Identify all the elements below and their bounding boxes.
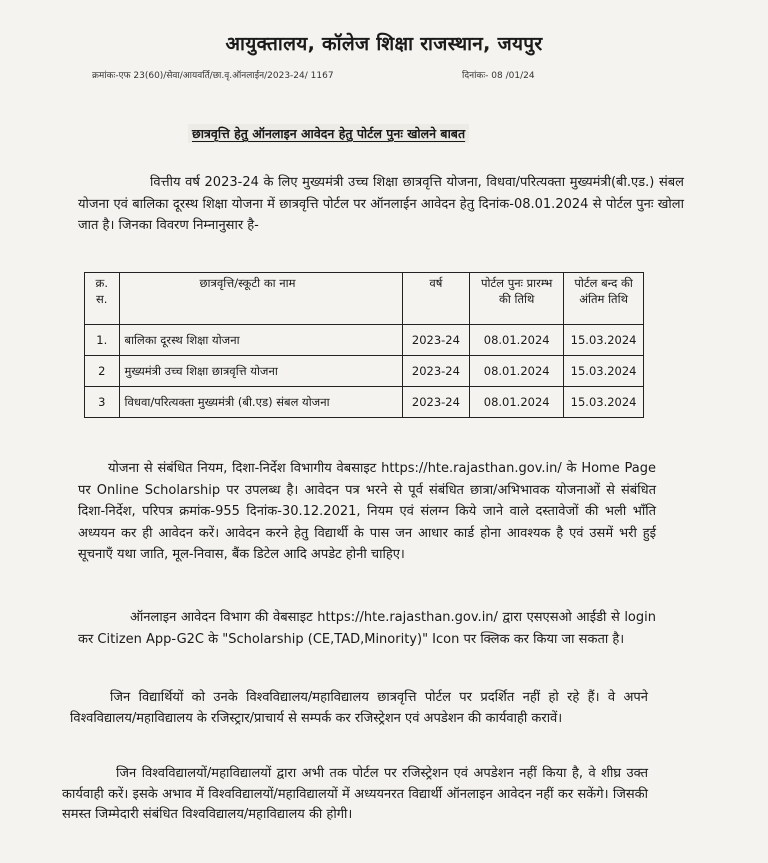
- cell-close-date: 15.03.2024: [564, 325, 644, 356]
- cell-open-date: 08.01.2024: [470, 387, 564, 418]
- subject-line: छात्रवृत्ति हेतु ऑनलाइन आवेदन हेतु पोर्टल पुनः खोलने बाबत: [188, 124, 469, 143]
- reference-date: दिनांकः- 08 /01/24: [462, 71, 535, 81]
- table-row: [85, 387, 644, 418]
- cell-scheme-name: मुख्यमंत्री उच्च शिक्षा छात्रवृत्ति योजना: [119, 356, 402, 387]
- cell-close-date: 15.03.2024: [564, 356, 644, 387]
- guidelines-paragraph: योजना से संबंधित नियम, दिशा-निर्देश विभागीय वेबसाइट https://hte.rajasthan.gov.in/ के Home Page पर Online Scholarship पर उपलब्ध है। आवेदन पत्र भरने से पूर्व संबंधित छात्रा/अभिभावक योजनाओं से संबंधित दिशा-निर्देश, परिपत्र क्रमांक-955 दिनांक-30.12.2021, नियम एवं संलग्न किये जाने वाले दस्तावेजों की भली भाँति अध्ययन कर ही आवेदन करें। आवेदन करने हेतु विद्यार्थी के पास जन आधार कार्ड होना आवश्यक है एवं उसमें भरी हुई सूचनाएँ यथा जाति, मूल-निवास, बैंक डिटेल आदि अपडेट होनी चाहिए।: [78, 461, 656, 562]
- cell-open-date: 08.01.2024: [470, 325, 564, 356]
- office-title: आयुक्तालय, कॉलेज शिक्षा राजस्थान, जयपुर: [225, 33, 543, 55]
- scholarship-table: [84, 272, 644, 418]
- cell-scheme-name: बालिका दूरस्थ शिक्षा योजना: [119, 325, 402, 356]
- intro-paragraph: वित्तीय वर्ष 2023-24 के लिए मुख्यमंत्री उच्च शिक्षा छात्रवृत्ति योजना, विधवा/परित्यक्ता मुख्यमंत्री(बी.एड.) संबल योजना एवं बालिका दूरस्थ शिक्षा योजना में छात्रवृत्ति पोर्टल पर ऑनलाईन आवेदन हेतु दिनांक-08.01.2024 से पोर्टल पुनः खोला जात है। जिनका विवरण निम्नानुसार है-: [78, 175, 684, 233]
- header-close-date: पोर्टल बन्द की अंतिम तिथि: [564, 273, 644, 325]
- table-row: [85, 356, 644, 387]
- reference-number: क्रमांकः-एफ 23(60)/सेवा/आयवर्ति/छा.वृ.ऑनलाईन/2023-24/ 1167: [92, 71, 334, 81]
- cell-open-date: 08.01.2024: [470, 356, 564, 387]
- institution-display-paragraph: जिन विद्यार्थियों को उनके विश्वविद्यालय/महाविद्यालय छात्रवृत्ति पोर्टल पर प्रदर्शित नहीं हो रहे हैं। वे अपने विश्वविद्यालय/महाविद्यालय के रजिस्ट्रार/प्राचार्य से सम्पर्क कर रजिस्ट्रेशन एवं अपडेशन की कार्यवाही करावें।: [70, 690, 648, 726]
- cell-scheme-name: विधवा/परित्यक्ता मुख्यमंत्री (बी.एड) संबल योजना: [119, 387, 402, 418]
- cell-year: 2023-24: [402, 387, 470, 418]
- header-year: वर्ष: [402, 273, 470, 325]
- cell-serial: 1.: [85, 325, 120, 356]
- header-scheme-name: छात्रवृत्ति/स्कूटी का नाम: [119, 273, 402, 325]
- online-application-paragraph: ऑनलाइन आवेदन विभाग की वेबसाइट https://hte.rajasthan.gov.in/ द्वारा एसएसओ आईडी से login कर Citizen App-G2C के "Scholarship (CE,TAD,Minority)" Icon पर क्लिक कर किया जा सकता है।: [78, 610, 656, 647]
- cell-close-date: 15.03.2024: [564, 387, 644, 418]
- header-open-date: पोर्टल पुनः प्रारम्भ की तिथि: [470, 273, 564, 325]
- header-serial: क्र. स.: [85, 273, 120, 325]
- registration-paragraph: जिन विश्वविद्यालयों/महाविद्यालयों द्वारा अभी तक पोर्टल पर रजिस्ट्रेशन एवं अपडेशन नहीं किया है, वे शीघ्र उक्त कार्यवाही करें। इसके अभाव में विश्वविद्यालयों/महाविद्यालयों में अध्ययनरत विद्यार्थी ऑनलाइन आवेदन नहीं कर सकेंगे। जिसकी समस्त जिम्मेदारी संबंधित विश्वविद्यालय/महाविद्यालय की होगी।: [62, 766, 648, 822]
- cell-serial: 2: [85, 356, 120, 387]
- cell-year: 2023-24: [402, 325, 470, 356]
- table-row: [85, 325, 644, 356]
- table-header-row: [85, 273, 644, 325]
- cell-serial: 3: [85, 387, 120, 418]
- cell-year: 2023-24: [402, 356, 470, 387]
